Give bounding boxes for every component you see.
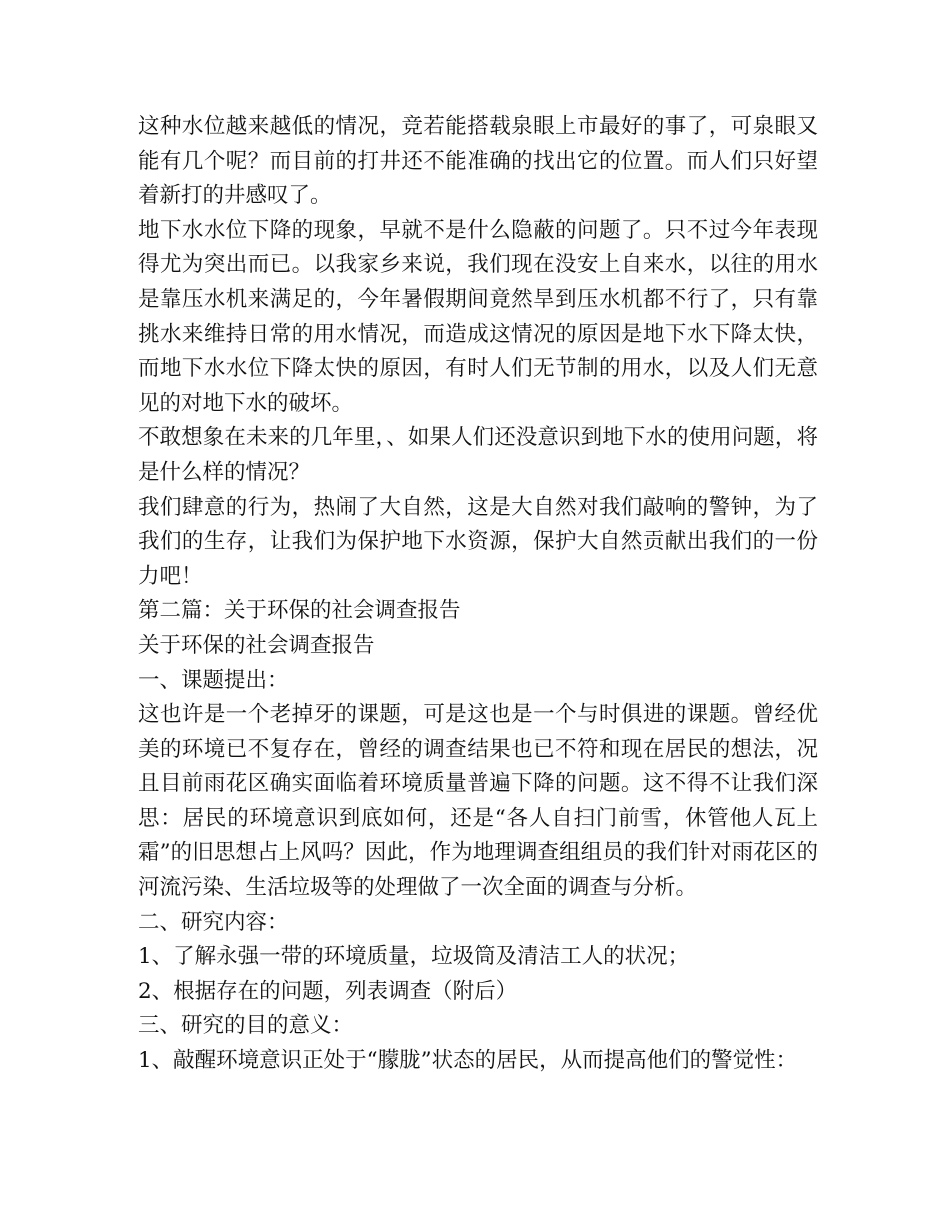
- heading-topic-proposal: 一、课题提出：: [138, 667, 289, 693]
- paragraph-topic-description: 这也许是一个老掉牙的课题，可是这也是一个与时俱进的课题。曾经优美的环境已不复存在，曾经的调查结果也已不符和现在居民的想法，况且目前雨花区确实面临着环境质量普遍下降的问题。这不得不让我们深思：居民的环境意识到底如何，还是“各人自扫门前雪，休管他人瓦上霜”的旧思想占上风吗？因此，作为地理调查组组员的我们针对雨花区的河流污染、生活垃圾等的处理做了一次全面的调查与分析。: [138, 702, 818, 901]
- heading-research-content: 二、研究内容：: [138, 909, 289, 935]
- report-title: 关于环保的社会调查报告: [138, 632, 375, 658]
- paragraph-water-level-intro: 这种水位越来越低的情况，竞若能搭载泉眼上市最好的事了，可泉眼又能有几个呢？而目前的打井还不能准确的找出它的位置。而人们只好望着新打的井感叹了。: [138, 114, 818, 209]
- section-title-second-article: 第二篇：关于环保的社会调查报告: [138, 598, 461, 624]
- list-item-purpose-1: 1、敲醒环境意识正处于“朦胧”状态的居民，从而提高他们的警觉性：: [138, 1048, 798, 1074]
- list-item-research-2: 2、根据存在的问题，列表调查（附后）: [138, 978, 518, 1004]
- paragraph-future-concern: 不敢想象在未来的几年里，、如果人们还没意识到地下水的使用问题，将是什么样的情况？: [138, 425, 818, 485]
- heading-research-purpose: 三、研究的目的意义：: [138, 1013, 354, 1039]
- paragraph-call-to-action: 我们肆意的行为，热闹了大自然，这是大自然对我们敲响的警钟，为了我们的生存，让我们为保护地下水资源，保护大自然贡献出我们的一份力吧！: [138, 494, 818, 589]
- list-item-research-1: 1、了解永强一带的环境质量，垃圾筒及清洁工人的状况；: [138, 944, 690, 970]
- paragraph-groundwater-decline: 地下水水位下降的现象，早就不是什么隐蔽的问题了。只不过今年表现得尤为突出而已。以我家乡来说，我们现在没安上自来水，以往的用水是靠压水机来满足的，今年暑假期间竟然旱到压水机都不行了，只有靠挑水来维持日常的用水情况，而造成这情况的原因是地下水下降太快，而地下水水位下降太快的原因，有时人们无节制的用水，以及人们无意见的对地下水的破坏。: [138, 217, 818, 416]
- document-body: [138, 110, 818, 1079]
